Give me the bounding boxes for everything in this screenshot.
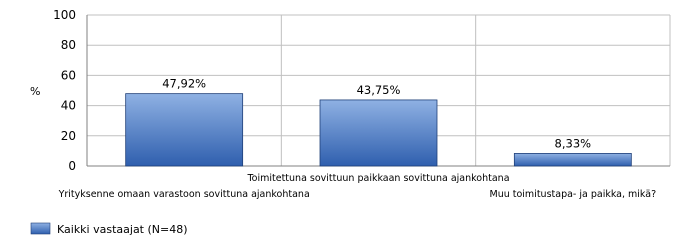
- x-category-label: Yrityksenne omaan varastoon sovittuna ajankohtana: [58, 189, 310, 200]
- y-tick-label: 20: [60, 128, 76, 143]
- y-tick-label: 40: [60, 98, 76, 113]
- y-tick-label: 100: [53, 8, 76, 22]
- bar: [126, 94, 243, 166]
- legend-label: Kaikki vastaajat (N=48): [57, 223, 188, 236]
- y-tick-label: 60: [60, 68, 76, 83]
- y-tick-label: 0: [68, 159, 76, 173]
- category-labels: [58, 173, 657, 200]
- bar: [320, 100, 437, 166]
- data-label: 43,75%: [356, 82, 401, 97]
- data-label: 47,92%: [162, 76, 207, 91]
- legend-swatch: [31, 223, 50, 234]
- bars: [126, 94, 632, 166]
- y-tick-label: 80: [60, 38, 76, 53]
- x-category-label: Muu toimitustapa- ja paikka, mikä?: [489, 189, 657, 200]
- bar: [514, 153, 631, 166]
- y-axis-label: %: [30, 85, 41, 98]
- data-label: 8,33%: [554, 136, 592, 151]
- legend: [31, 223, 188, 236]
- x-category-label: Toimitettuna sovittuun paikkaan sovittuna ajankohtana: [247, 173, 510, 184]
